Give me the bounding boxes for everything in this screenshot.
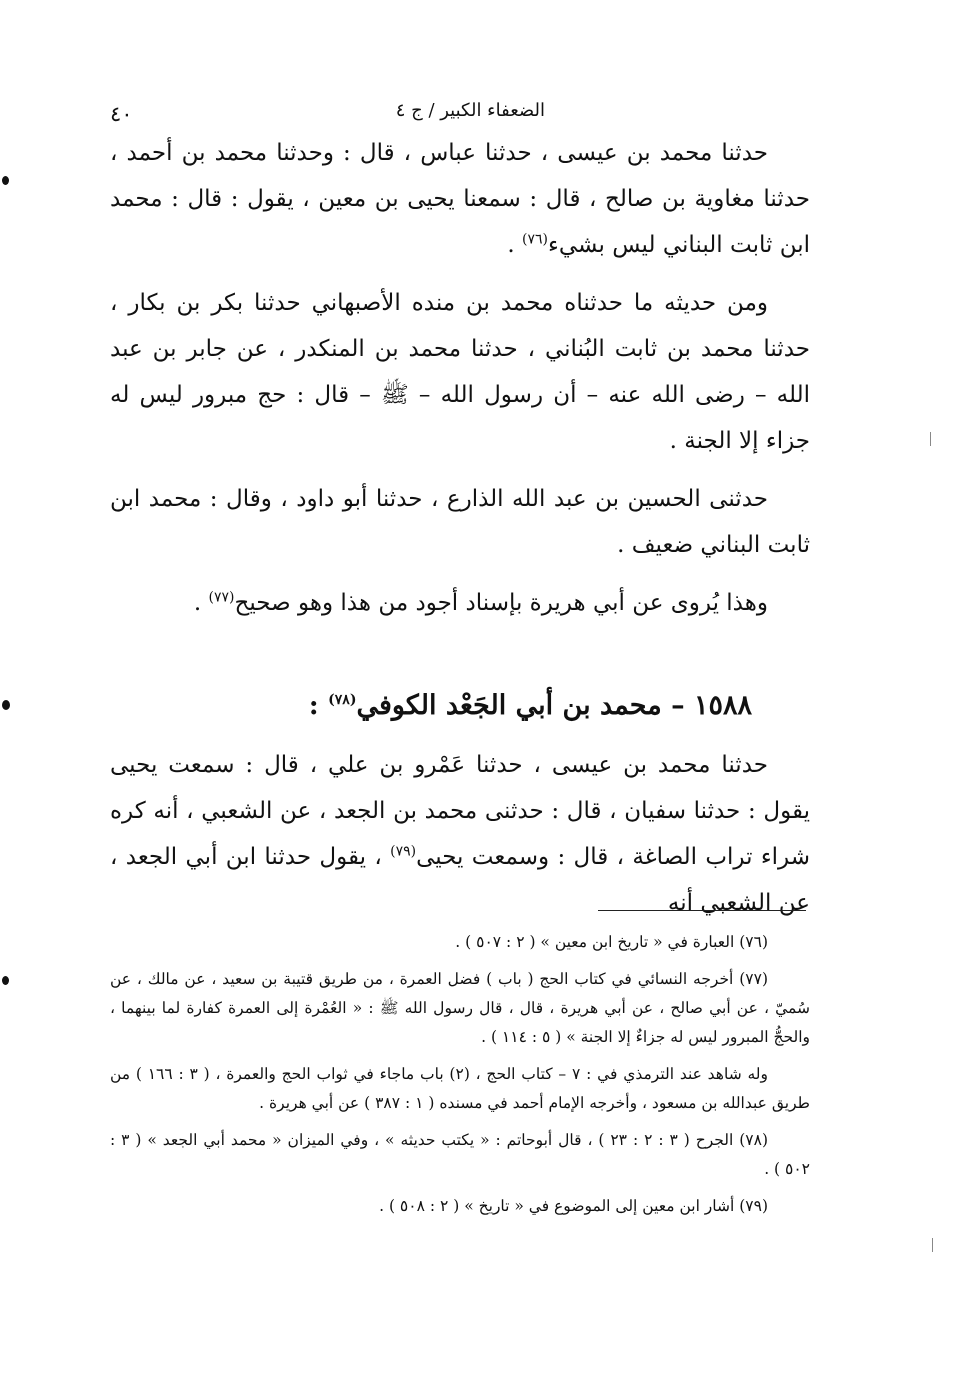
scan-artifact bbox=[930, 432, 931, 446]
footnote-ref-76[interactable]: (٧٦) bbox=[522, 231, 549, 248]
paragraph-3: حدثنى الحسين بن عبد الله الذارع ، حدثنا أبو داود ، وقال : محمد ابن ثابت البناني ضعيف . bbox=[110, 486, 810, 558]
footnote-separator bbox=[598, 910, 806, 911]
scan-speck bbox=[2, 176, 9, 185]
scan-artifact bbox=[932, 1238, 933, 1252]
footnote-77: (٧٧) أخرجه النسائي في كتاب الحج ( باب ) فضل العمرة ، من طريق قتيبة بن سعيد ، عن مالك ، عن سُميّ ، عن أبي صالح ، عن أبي هريرة ، قال ، قال رسول الله ﷺ : « العُمْرة إلى العمرة كفارة لما بينهما ، والحجُّ المبرور ليس له جزاءٌ إلا الجنة » ( ٥ : ١١٤ ) . bbox=[110, 970, 810, 1046]
section-1d bbox=[110, 580, 810, 626]
footnote-ref-78[interactable]: (٧٨) bbox=[328, 692, 357, 708]
footnote-ref-77[interactable]: (٧٧) bbox=[208, 589, 235, 606]
entry-heading: ١٥٨٨ – محمد بن أبي الجَعْد الكوفي$^{(٧٨)}$ : bbox=[308, 690, 752, 721]
page-number: ٤٠ bbox=[110, 102, 133, 126]
paragraph-2: ومن حديثه ما حدثناه محمد بن منده الأصبهاني حدثنا بكر بن بكار ، حدثنا محمد بن ثابت البُناني ، حدثنا محمد بن المنكدر ، عن جابر بن عبد الله – رضى الله عنه – أن رسول الله – ﷺ – قال : حج مبرور ليس له جزاء إلا الجنة . bbox=[110, 290, 810, 454]
paragraph-1: حدثنا محمد بن عيسى ، حدثنا عباس ، قال : وحدثنا محمد بن أحمد ، حدثنا مغاوية بن صالح ، قال : سمعنا يحيى بن معين ، يقول : قال : محمد ابن ثابت البناني ليس بشيء$^{(٧٦)}$ . bbox=[110, 140, 810, 258]
footnote-77-continued: وله شاهد عند الترمذي في : ٧ – كتاب الحج ، (٢) باب ماجاء في ثواب الحج والعمرة ، ( ٣ : ١٦٦ ) من طريق عبدالله بن مسعود ، وأخرجه الإمام أحمد في مسنده ( ١ : ٣٨٧ ) عن أبي هريرة . bbox=[110, 1065, 810, 1112]
section-1c bbox=[110, 476, 810, 568]
footnote-ref-79[interactable]: (٧٩) bbox=[390, 843, 417, 860]
section-1 bbox=[110, 130, 810, 268]
footnote-78: (٧٨) الجرح ( ٣ : ٢ : ٢٣ ) ، قال أبوحاتم : « يكتب حديثه » ، وفي الميزان « محمد أبي الجعد » ( ٣ : ٥٠٢ ) . bbox=[110, 1131, 810, 1178]
paragraph-4: وهذا يُروى عن أبي هريرة بإسناد أجود من هذا وهو صحيح$^{(٧٧)}$ . bbox=[193, 589, 768, 616]
footnote-79: (٧٩) أشار ابن معين إلى الموضوع في « تاريخ » ( ٢ : ٥٠٨ ) . bbox=[379, 1197, 768, 1215]
entry-heading-block bbox=[110, 686, 810, 726]
scan-speck bbox=[2, 700, 10, 710]
section-2 bbox=[110, 742, 810, 926]
running-title: الضعفاء الكبير / ج ٤ bbox=[395, 100, 545, 121]
scan-speck bbox=[2, 976, 9, 985]
footnotes bbox=[110, 928, 810, 1229]
entry-name: محمد بن أبي الجَعْد الكوفي bbox=[356, 690, 662, 721]
footnote-76: (٧٦) العبارة في « تاريخ ابن معين » ( ٢ : ٥٠٧ ) . bbox=[455, 933, 768, 951]
paragraph-5: حدثنا محمد بن عيسى ، حدثنا عَمْرو بن علي ، قال : سمعت يحيى يقول : حدثنا سفيان ، قال : حدثنى محمد بن الجعد ، عن الشعبي ، أنه كره شراء تراب الصاغة ، قال : وسمعت يحيى$^{(٧٩)}$ ، يقول حدثنا ابن أبي الجعد ، عن الشعبي أنه bbox=[110, 752, 810, 916]
entry-number: ١٥٨٨ bbox=[693, 690, 752, 721]
section-1b bbox=[110, 280, 810, 464]
